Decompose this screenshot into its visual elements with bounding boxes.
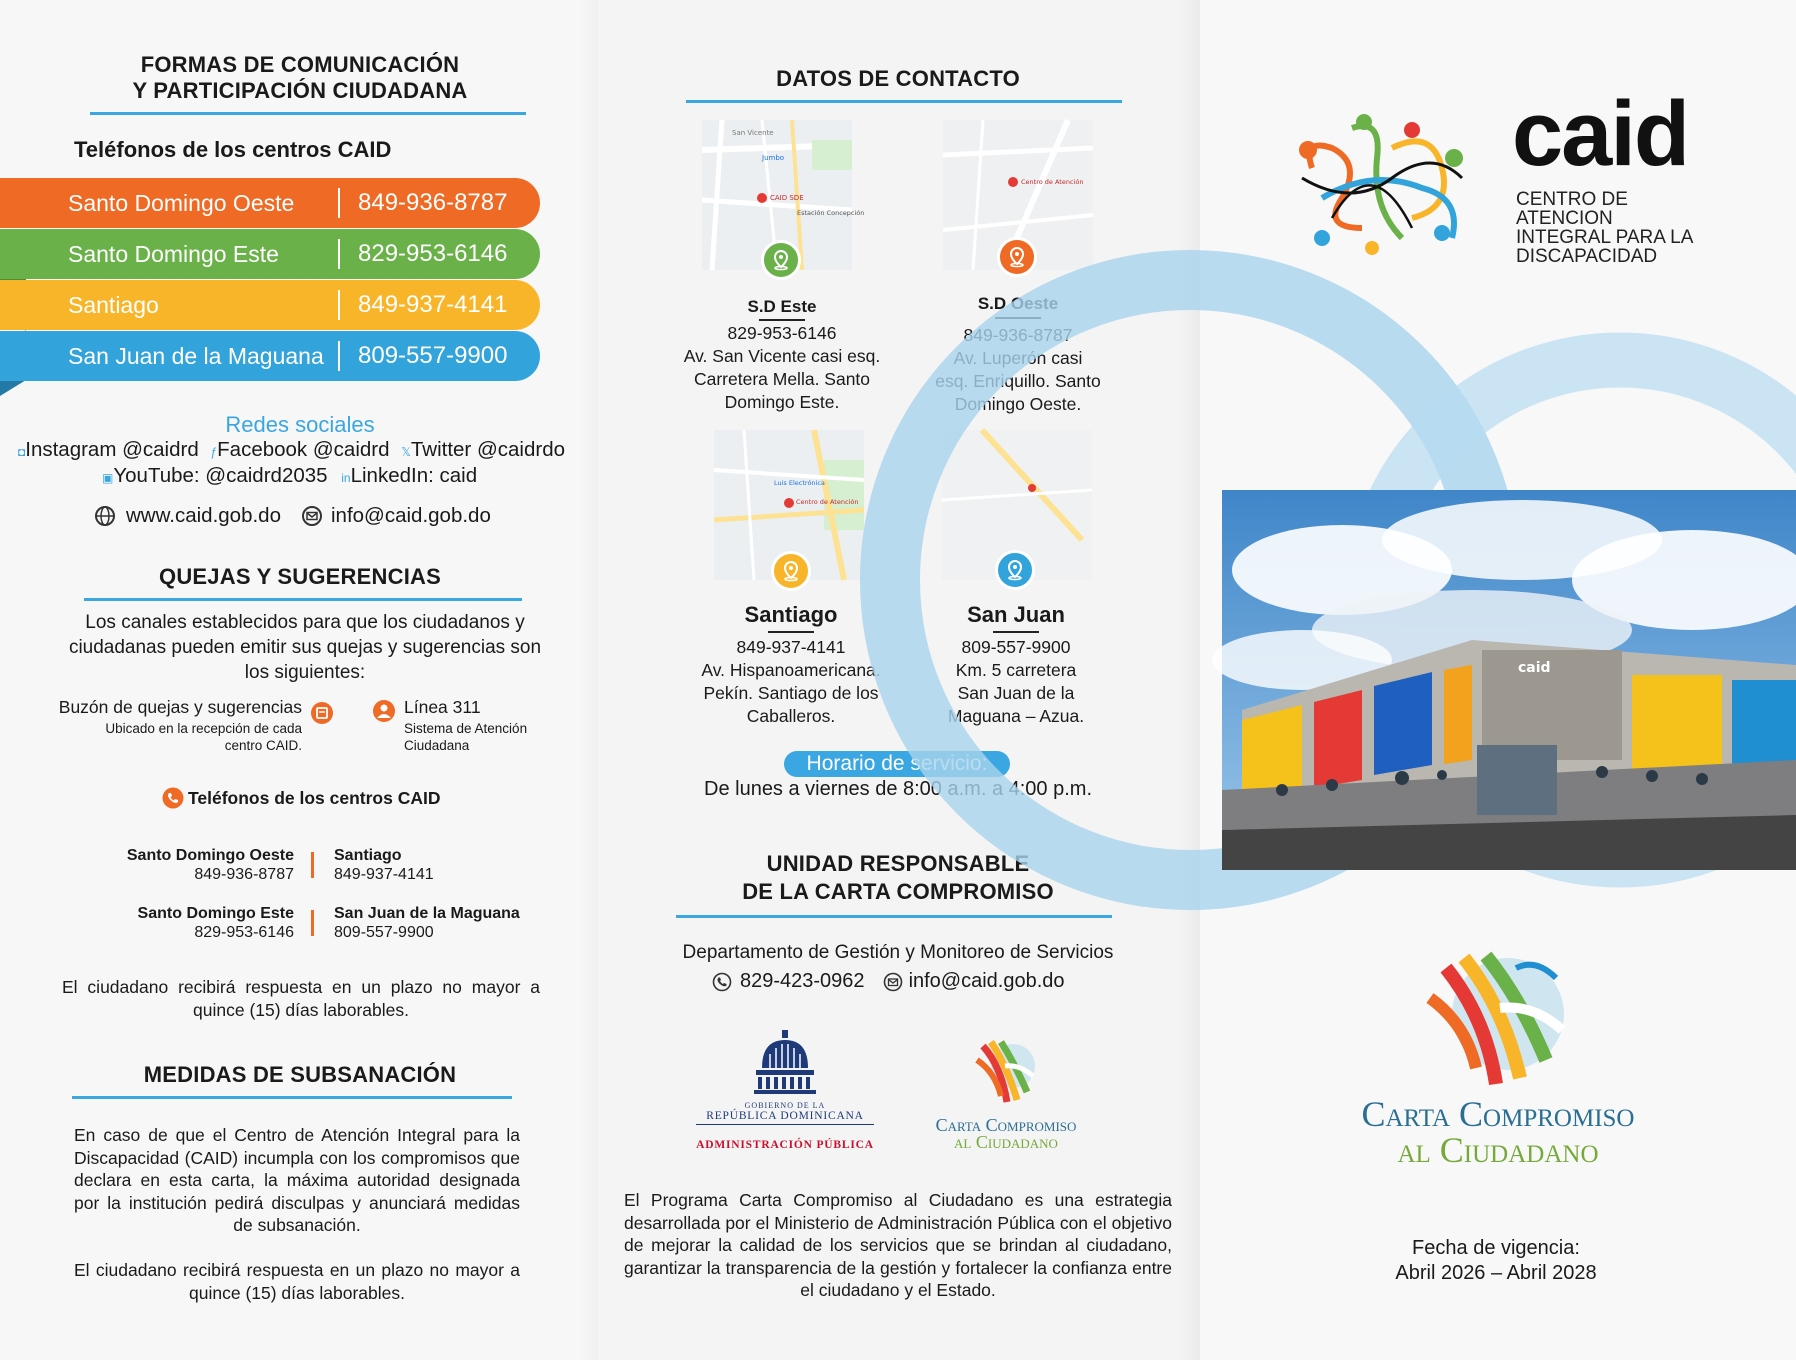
location-address-line: Caballeros. [746, 706, 836, 726]
person-support-icon [372, 699, 396, 723]
email-icon [301, 505, 323, 527]
carta-logo-small [916, 1036, 1096, 1151]
contact-rule [686, 100, 1122, 103]
linea-desc-line2: Ciudadana [404, 738, 470, 753]
unit-phone[interactable]: 829-423-0962 [740, 970, 865, 992]
mailbox-icon [310, 701, 334, 725]
instagram-icon: ◘ [18, 445, 26, 459]
brand-fullname [1516, 190, 1693, 266]
unit-email[interactable]: info@caid.gob.do [908, 970, 1065, 992]
communication-title-line2: Y PARTICIPACIÓN CIUDADANA [132, 78, 468, 103]
linkedin-icon: in [341, 471, 351, 485]
location-rule [768, 631, 814, 633]
response-note: El ciudadano recibirá respuesta en un plazo no mayor a quince (15) días laborables. [62, 977, 540, 1020]
social-row-2 [102, 464, 477, 488]
carta-title-line2: al Ciudadano [1397, 1130, 1599, 1170]
location-pin-icon [997, 237, 1037, 277]
website-link[interactable]: www.caid.gob.do [126, 504, 281, 527]
unit-title-line1: UNIDAD RESPONSABLE [766, 851, 1030, 876]
phones2-heading-row [162, 787, 441, 809]
brand-line1: CENTRO DE [1516, 189, 1628, 210]
phones2-divider [311, 852, 314, 878]
location-address-line: Domingo Este. [724, 392, 840, 412]
youtube-link[interactable]: YouTube: @caidrd2035 [113, 464, 328, 487]
gov-logo-line2: REPÚBLICA DOMINICANA [696, 1110, 874, 1125]
phones2-number[interactable]: 849-937-4141 [334, 866, 434, 883]
phone-icon [712, 972, 732, 992]
unit-rule [676, 915, 1112, 918]
location-address-line: Av. Luperón casi [953, 348, 1083, 368]
location-rule [759, 319, 805, 321]
communication-title-line1: FORMAS DE COMUNICACIÓN [140, 52, 460, 77]
location-address-line: Av. Hispanoamericana. [701, 660, 881, 680]
linea-title: Línea 311 [404, 697, 481, 717]
phone-band-number[interactable]: 829-953-6146 [358, 240, 508, 267]
social-heading: Redes sociales [225, 412, 375, 437]
facebook-link[interactable]: Facebook @caidrd [217, 438, 390, 461]
location-name-san-juan: San Juan [967, 602, 1065, 627]
carta-compromiso-emblem [971, 1036, 1041, 1106]
title-rule [90, 112, 526, 115]
phone-band-number[interactable]: 809-557-9900 [358, 342, 508, 369]
phone-band-name: San Juan de la Maguana [68, 342, 324, 369]
right-panel [1200, 0, 1796, 1360]
location-phone[interactable]: 829-953-6146 [727, 323, 837, 343]
phones2-name: San Juan de la Maguana [334, 905, 520, 922]
email-link[interactable]: info@caid.gob.do [330, 504, 491, 527]
location-rule [993, 631, 1039, 633]
phones2-heading: Teléfonos de los centros CAID [188, 787, 441, 808]
contact-title: DATOS DE CONTACTO [776, 66, 1020, 91]
location-address-line: Av. San Vicente casi esq. [683, 346, 881, 366]
location-address-line: Carretera Mella. Santo [693, 369, 871, 389]
phones2-name: Santiago [334, 847, 402, 864]
quejas-rule [84, 598, 522, 601]
map-label: Centro de Atención [796, 498, 859, 506]
location-address-line: Maguana – Azua. [947, 706, 1085, 726]
phones2-number[interactable]: 809-557-9900 [334, 924, 434, 941]
buzon-title: Buzón de quejas y sugerencias [58, 697, 302, 717]
linea-desc-line1: Sistema de Atención [404, 721, 528, 736]
buzon-block [40, 697, 302, 754]
carta-title-line1: Carta Compromiso [1361, 1094, 1635, 1134]
instagram-link[interactable]: Instagram @caidrd [25, 438, 199, 461]
validity-range: Abril 2026 – Abril 2028 [1395, 1262, 1597, 1284]
location-address-line: Km. 5 carretera [955, 660, 1077, 680]
facebook-icon: ƒ [210, 445, 218, 459]
map-label: Estación Concepción [797, 209, 865, 217]
carta-compromiso-title [1240, 1096, 1756, 1168]
social-row-1 [18, 438, 565, 462]
location-pin-icon [771, 551, 811, 591]
hours-text: De lunes a viernes de 8:00 a.m. a 4:00 p.m. [704, 778, 1092, 800]
location-name-santiago: Santiago [744, 602, 838, 627]
map-label: San Vicente [732, 129, 774, 137]
building-photo [1222, 490, 1796, 870]
map-pin-icon [757, 193, 767, 203]
location-name-sd-oeste: S.D Oeste [977, 294, 1059, 313]
globe-icon [94, 505, 116, 527]
map-pin-icon [1008, 177, 1018, 187]
linea-block [404, 697, 527, 754]
map-pin-icon [1028, 484, 1036, 492]
youtube-icon: ▣ [102, 471, 114, 485]
linea-desc [404, 720, 527, 754]
buzon-desc-line1: Ubicado en la recepción de cada [105, 721, 302, 736]
caid-logo-mark [1292, 108, 1472, 258]
gov-logo-line3: ADMINISTRACIÓN PÚBLICA [696, 1139, 874, 1151]
linkedin-link[interactable]: LinkedIn: caid [350, 464, 478, 487]
phone-band-santiago [0, 280, 540, 330]
phone-band-name: Santo Domingo Este [68, 240, 279, 267]
carta-logo-line2: al Ciudadano [954, 1132, 1058, 1152]
phone-band-separator [338, 290, 340, 320]
location-phone[interactable]: 809-557-9900 [961, 637, 1071, 657]
validity-block [1296, 1236, 1696, 1286]
phones2-right-col [334, 846, 520, 942]
location-address-line: esq. Enriquillo. Santo [935, 371, 1101, 391]
phone-band-name: Santo Domingo Oeste [68, 189, 295, 216]
medidas-rule [72, 1096, 512, 1099]
location-pin-icon [995, 550, 1035, 590]
unit-contact-row [712, 970, 1065, 993]
phones2-number[interactable]: 849-936-8787 [194, 866, 294, 883]
building-photo-graphic [1222, 490, 1796, 870]
phone-band-sanjuan [0, 331, 540, 381]
gov-logo [696, 1030, 874, 1151]
buzon-desc [40, 720, 302, 754]
map-label: Luis Electrónica [774, 479, 825, 487]
program-text: El Programa Carta Compromiso al Ciudadano es una estrategia desarrollada por el Ministerio de Administración Pública con el objetivo de mejorar la calidad de los servicios que se brindan al ciudadano, garantizar la transparencia de la gestión y fortalecer la confianza entre el ciudadano y el Estado. [624, 1190, 1172, 1300]
phone-icon [162, 787, 184, 809]
carta-compromiso-emblem-large [1416, 948, 1576, 1088]
capitol-dome-icon [750, 1030, 820, 1096]
phones2-number[interactable]: 829-953-6146 [194, 924, 294, 941]
validity-label: Fecha de vigencia: [1412, 1237, 1580, 1259]
web-contact-row [94, 504, 491, 528]
building-sign: caid [1518, 660, 1551, 676]
location-address-line: Pekín. Santiago de los [703, 683, 879, 703]
medidas-text: En caso de que el Centro de Atención Integral para la Discapacidad (CAID) incumpla con los compromisos que declara en esta carta, la máxima autoridad designada por la institución pedirá disculpas y anunciará medidas de subsanación. [74, 1125, 520, 1235]
phone-band-name: Santiago [68, 291, 159, 318]
location-address-line: Domingo Oeste. [954, 394, 1082, 414]
twitter-icon: 𝕏 [401, 445, 411, 459]
phones2-divider [311, 910, 314, 936]
map-label: CAID SDE [770, 194, 804, 202]
phones-heading: Teléfonos de los centros CAID [74, 137, 392, 162]
phone-band-separator [338, 188, 340, 218]
gov-logo-line1: GOBIERNO DE LA [744, 1101, 826, 1110]
phones2-name: Santo Domingo Este [137, 905, 294, 922]
phone-band-sde [0, 229, 540, 279]
email-icon [883, 972, 903, 992]
location-phone[interactable]: 849-936-8787 [963, 325, 1073, 345]
buzon-desc-line2: centro CAID. [224, 738, 302, 753]
phones2-name: Santo Domingo Oeste [126, 847, 294, 864]
quejas-intro: Los canales establecidos para que los ciudadanos y ciudadanas pueden emitir sus quejas y sugerencias son los siguientes: [68, 612, 542, 683]
carta-logo-line1: Carta Compromiso [935, 1115, 1077, 1135]
brand-line3: INTEGRAL PARA LA [1516, 227, 1694, 248]
brand-wordmark: caid [1512, 83, 1689, 185]
map-label: Jumbo [762, 154, 785, 162]
medidas-note: El ciudadano recibirá respuesta en un plazo no mayor a quince (15) días laborables. [74, 1260, 520, 1303]
quejas-title: QUEJAS Y SUGERENCIAS [159, 564, 441, 589]
phones2-left-col [90, 846, 294, 942]
phone-band-number[interactable]: 849-936-8787 [358, 189, 508, 216]
left-panel [0, 0, 598, 1360]
brand-line2: ATENCION [1516, 208, 1613, 229]
department-name: Departamento de Gestión y Monitoreo de Servicios [682, 942, 1114, 963]
location-pin-icon [761, 240, 801, 280]
brand-line4: DISCAPACIDAD [1516, 246, 1658, 267]
location-details-sd-este [662, 322, 902, 414]
communication-title [60, 52, 540, 104]
location-phone[interactable]: 849-937-4141 [736, 637, 846, 657]
phone-band-separator [338, 239, 340, 269]
map-pin-icon [784, 498, 794, 508]
phone-band-number[interactable]: 849-937-4141 [358, 291, 508, 318]
location-name-sd-este: S.D Este [747, 297, 817, 316]
phone-band-sdo [0, 178, 540, 228]
twitter-link[interactable]: Twitter @caidrdo [410, 438, 566, 461]
unit-title-line2: DE LA CARTA COMPROMISO [742, 879, 1054, 904]
phone-band-separator [338, 341, 340, 371]
location-address-line: San Juan de la [957, 683, 1075, 703]
hours-badge: Horario de servicio: [784, 751, 1010, 777]
map-label: Centro de Atención [1021, 178, 1084, 186]
medidas-title: MEDIDAS DE SUBSANACIÓN [143, 1062, 457, 1087]
